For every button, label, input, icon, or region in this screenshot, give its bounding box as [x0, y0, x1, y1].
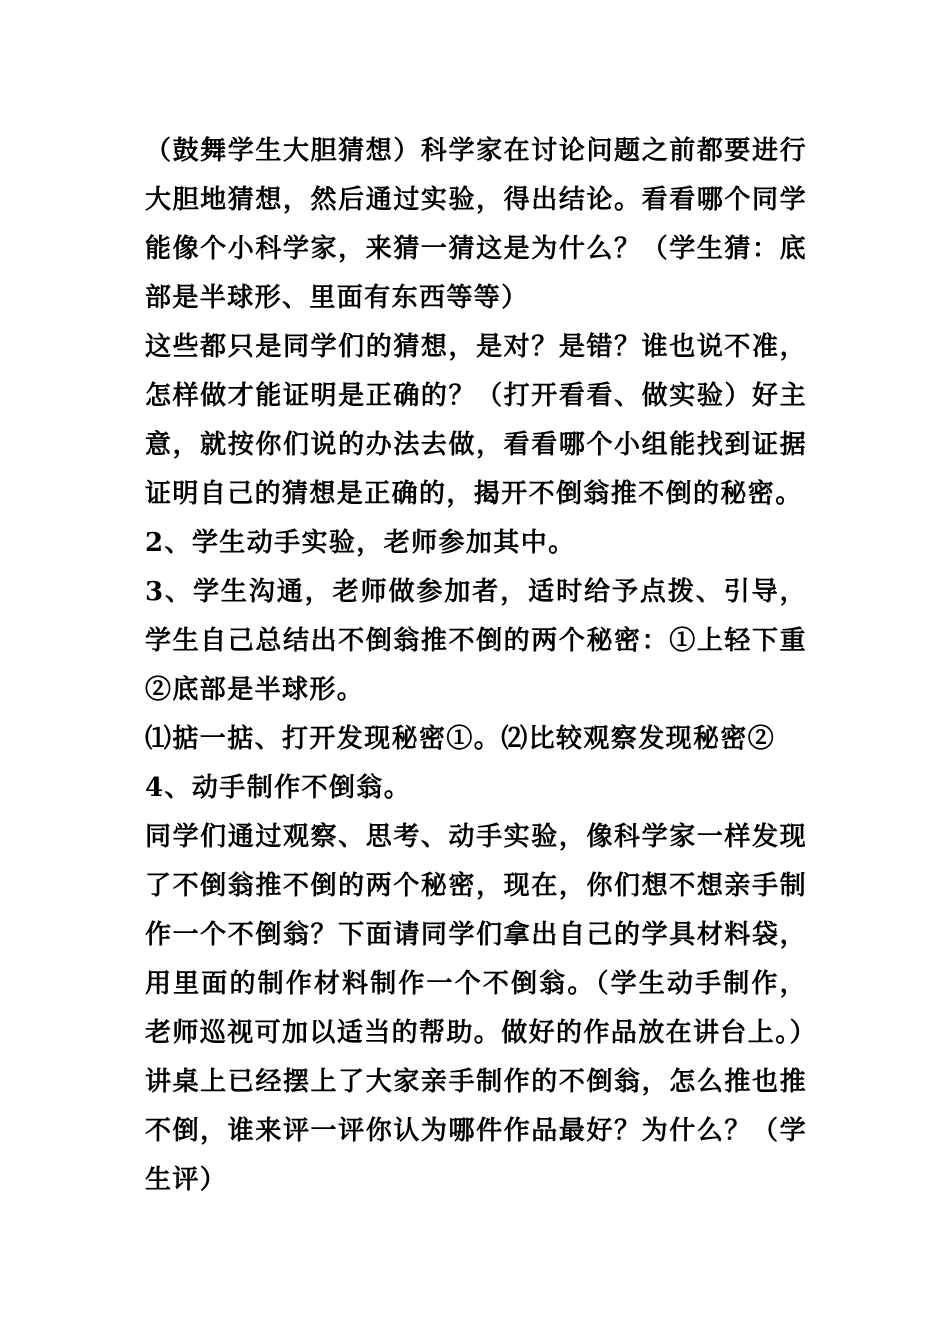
- paragraph-step-4: 4、动手制作不倒翁。: [145, 773, 412, 803]
- paragraph-verify: 这些都只是同学们的猜想，是对？是错？谁也说不准，怎样做才能证明是正确的？（打开看看、做实验）好主意，就按你们说的办法去做，看看哪个小组能找到证据证明自己的猜想是正确的，揭开不倒翁推不倒的秘密。: [145, 332, 807, 509]
- paragraph-step-3-detail: ⑴掂一掂、打开发现秘密①。⑵比较观察发现秘密②: [145, 724, 776, 754]
- document-page: [145, 127, 818, 1205]
- paragraph-making: 同学们通过观察、思考、动手实验，像科学家一样发现了不倒翁推不倒的两个秘密，现在，你们想不想亲手制作一个不倒翁？下面请同学们拿出自己的学具材料袋，用里面的制作材料制作一个不倒翁。（学生动手制作，老师巡视可加以适当的帮助。做好的作品放在讲台上。）: [145, 822, 818, 1048]
- paragraph-step-2: 2、学生动手实验，老师参加其中。: [145, 528, 576, 558]
- paragraph-step-3: 3、学生沟通，老师做参加者，适时给予点拨、引导，学生自己总结出不倒翁推不倒的两个秘密：①上轻下重②底部是半球形。: [145, 577, 807, 705]
- paragraph-guess-intro: （鼓舞学生大胆猜想）科学家在讨论问题之前都要进行大胆地猜想，然后通过实验，得出结论。看看哪个同学能像个小科学家，来猜一猜这是为什么？（学生猜：底部是半球形、里面有东西等等）: [145, 136, 807, 313]
- paragraph-evaluation: 讲桌上已经摆上了大家亲手制作的不倒翁，怎么推也推不倒，谁来评一评你认为哪件作品最好？为什么？（学生评）: [145, 1067, 807, 1195]
